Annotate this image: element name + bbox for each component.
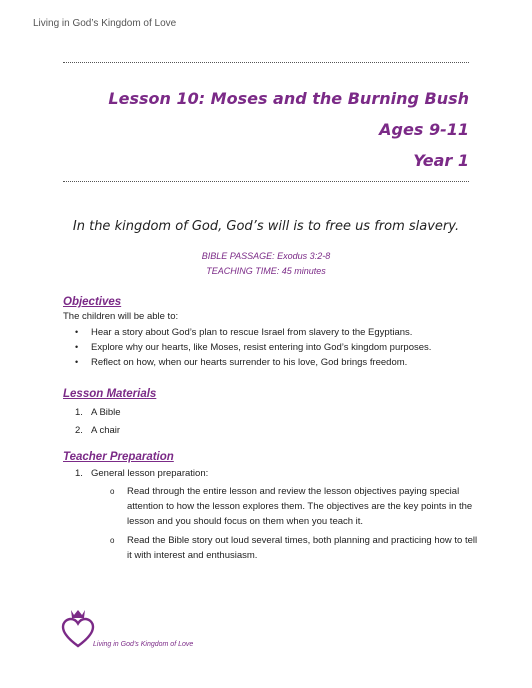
preparation-list [63,465,483,483]
lesson-year: Year 1 [413,151,469,170]
bible-passage: BIBLE PASSAGE: Exodus 3:2-8 [201,251,331,261]
top-divider [63,62,469,63]
list-item [63,404,483,422]
page-header: Living in God’s Kingdom of Love [33,18,177,29]
list-item [63,465,483,483]
materials-list [63,404,483,440]
preparation-sublist [110,484,480,567]
list-item: • Explore why our hearts, like Moses, resist entering into God’s kingdom purposes. [63,340,483,355]
list-text: A Bible [91,407,121,418]
list-item: o Read the Bible story out loud several times, both planning and practicing how to tell it with interest and enthusiasm. [110,533,480,563]
materials-heading: Lesson Materials [63,388,157,400]
lesson-theme: In the kingdom of God, God’s will is to free us from slavery. [72,219,460,234]
lesson-ages: Ages 9-11 [379,120,469,139]
list-number: 1. [75,407,83,418]
list-item [63,422,483,440]
list-item: • Reflect on how, when our hearts surrender to his love, God brings freedom. [63,355,483,370]
page-footer: Living in God’s Kingdom of Love [93,641,194,648]
list-number: 1. [75,468,83,479]
objectives-list [63,325,483,370]
title-divider [63,181,469,182]
objectives-intro: The children will be able to: [63,311,179,322]
preparation-heading: Teacher Preparation [63,451,174,463]
list-text: General lesson preparation: [91,468,209,479]
list-item: o Read through the entire lesson and review the lesson objectives paying special attention to how the lesson explores them. The objectives are the key points in the lesson and you should focus on them when you teach it. [110,484,480,529]
list-text: A chair [91,425,121,436]
teaching-time: TEACHING TIME: 45 minutes [206,266,326,276]
crown-heart-icon [61,608,95,650]
list-number: 2. [75,425,83,436]
list-item: • Hear a story about God’s plan to rescue Israel from slavery to the Egyptians. [63,325,483,340]
lesson-title: Lesson 10: Moses and the Burning Bush [108,89,469,108]
objectives-heading: Objectives [63,296,122,308]
